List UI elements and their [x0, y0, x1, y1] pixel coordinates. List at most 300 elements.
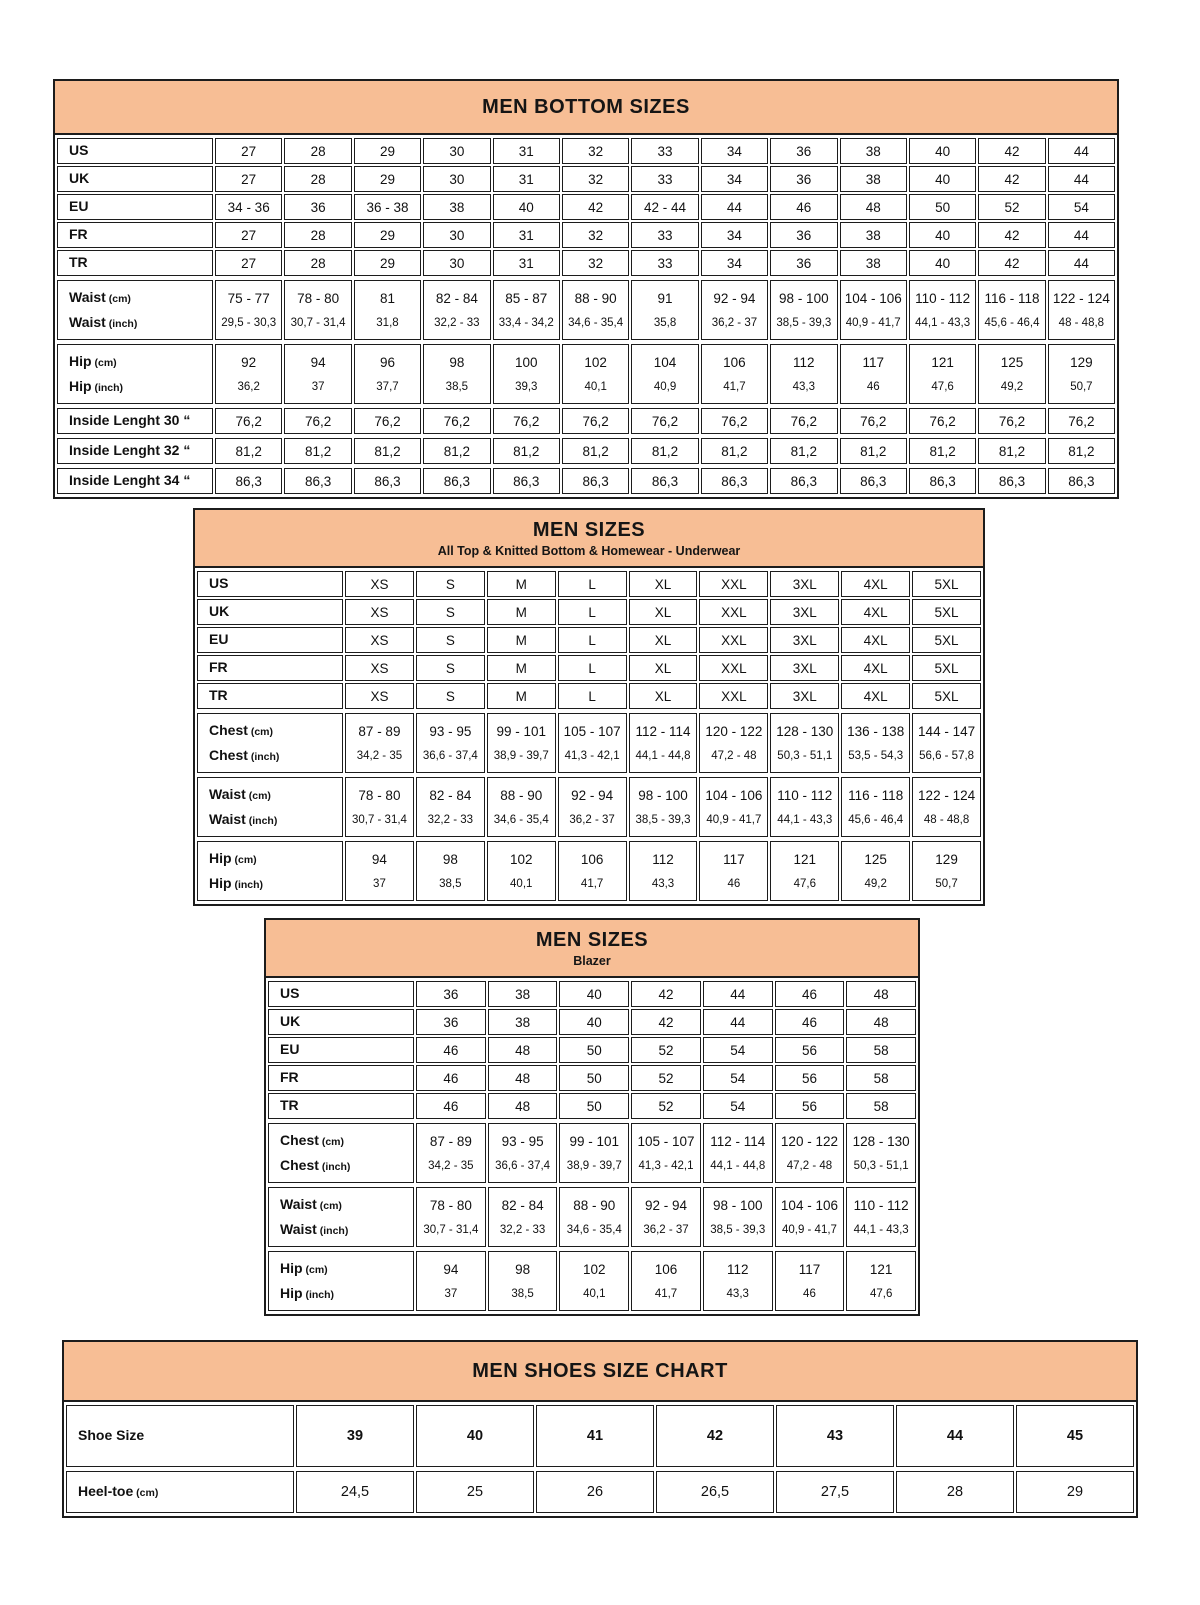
- table-cell: [656, 1471, 774, 1513]
- table-cell: [215, 250, 282, 276]
- row-label: Hip (inch): [69, 377, 124, 394]
- table-cell: [215, 468, 282, 494]
- cell-value: 87 - 89: [358, 724, 401, 740]
- cell-value: 100: [514, 355, 538, 371]
- cell-value: 33: [657, 255, 673, 271]
- cell-value: M: [515, 576, 527, 592]
- cell-value: 41: [586, 1428, 604, 1444]
- table-cell: [416, 655, 485, 681]
- cell-value: 33: [657, 227, 673, 243]
- row-label-cell: [268, 1187, 414, 1247]
- cell-value: 38: [865, 255, 881, 271]
- cell-value: 30: [449, 171, 465, 187]
- row-label: TR: [280, 1097, 299, 1114]
- table-cell: [629, 683, 698, 709]
- table-row: [57, 468, 1115, 494]
- cell-value: 40: [518, 199, 534, 215]
- table-cell: [699, 841, 768, 901]
- cell-value: 34 - 36: [227, 199, 270, 215]
- cell-value: 44: [1073, 171, 1089, 187]
- table-cell: [1048, 280, 1115, 340]
- cell-value: 93 - 95: [429, 724, 472, 740]
- cell-value: XL: [654, 688, 672, 704]
- table-cell: [629, 655, 698, 681]
- table-cell: [775, 1065, 845, 1091]
- row-label-cell: [268, 981, 414, 1007]
- row-label: Chest (cm): [280, 1131, 344, 1148]
- cell-value: 28: [310, 255, 326, 271]
- table-row: [197, 683, 981, 709]
- cell-value: XS: [370, 660, 389, 676]
- cell-value: 31: [518, 255, 534, 271]
- cell-value: 31: [518, 171, 534, 187]
- cell-value: 29: [1066, 1484, 1084, 1500]
- table-title: MEN SIZES: [535, 928, 649, 951]
- table-cell: [354, 438, 421, 464]
- table-cell: [846, 1187, 916, 1247]
- table-cell: [416, 599, 485, 625]
- cell-value: 128 - 130: [852, 1134, 910, 1150]
- cell-value: 98 - 100: [712, 1198, 763, 1214]
- cell-value: 82 - 84: [429, 788, 472, 804]
- cell-value: 116 - 118: [984, 291, 1040, 307]
- cell-value-secondary: 56,6 - 57,8: [919, 749, 975, 762]
- table-cell: [354, 408, 421, 434]
- table-cell: [770, 655, 839, 681]
- cell-value: 98: [515, 1262, 531, 1278]
- cell-value: 112 - 114: [710, 1134, 766, 1150]
- cell-value-secondary: 46: [803, 1287, 816, 1300]
- table-cell: [841, 599, 910, 625]
- cell-value: 42 - 44: [644, 199, 687, 215]
- cell-value: 30: [449, 227, 465, 243]
- cell-value: 48: [873, 986, 889, 1002]
- table-cell: [703, 1251, 773, 1311]
- row-label: UK: [280, 1013, 301, 1030]
- cell-value: XS: [370, 604, 389, 620]
- cell-value: 76,2: [582, 413, 609, 429]
- table-cell: [631, 1037, 701, 1063]
- cell-value: 117: [798, 1262, 821, 1278]
- cell-value-secondary: 40,9 - 41,7: [781, 1223, 837, 1236]
- table-cell: [345, 599, 414, 625]
- cell-value: 81: [379, 291, 395, 307]
- cell-value: L: [588, 576, 596, 592]
- table-cell: [558, 571, 627, 597]
- row-label-cell: [66, 1471, 294, 1513]
- cell-value: 96: [379, 355, 395, 371]
- table-row: [197, 655, 981, 681]
- table-cell: [840, 344, 907, 404]
- row-label: FR: [209, 659, 228, 676]
- cell-value: 85 - 87: [505, 291, 548, 307]
- table-cell: [770, 571, 839, 597]
- men-shoes-size-chart-table: [62, 1340, 1138, 1518]
- table-cell: [423, 438, 490, 464]
- table-cell: [493, 250, 560, 276]
- cell-value: 81,2: [374, 443, 401, 459]
- cell-value: 82 - 84: [435, 291, 478, 307]
- table-cell: [699, 627, 768, 653]
- cell-value-secondary: 50,7: [935, 877, 958, 890]
- cell-value: 81,2: [582, 443, 609, 459]
- table-cell: [558, 777, 627, 837]
- cell-value: 36: [443, 1014, 459, 1030]
- table-row: [57, 166, 1115, 192]
- cell-value-secondary: 47,2 - 48: [786, 1159, 833, 1172]
- cell-value: 46: [801, 986, 817, 1002]
- cell-value: 48: [515, 1098, 531, 1114]
- cell-value: 40: [935, 171, 951, 187]
- table-cell: [846, 1093, 916, 1119]
- cell-value: 3XL: [792, 576, 817, 592]
- cell-value: 88 - 90: [573, 1198, 616, 1214]
- row-label: FR: [69, 226, 88, 243]
- cell-value: 33: [657, 143, 673, 159]
- table-cell: [562, 194, 629, 220]
- cell-value: 36: [796, 255, 812, 271]
- table-cell: [631, 438, 698, 464]
- table-cell: [629, 627, 698, 653]
- row-label: Chest (cm): [209, 721, 273, 738]
- table-cell: [701, 222, 768, 248]
- table-cell: [699, 599, 768, 625]
- cell-value-secondary: 48 - 48,8: [1058, 316, 1105, 329]
- table-cell: [345, 683, 414, 709]
- cell-value: 76,2: [998, 413, 1026, 429]
- cell-value: 44: [1073, 255, 1089, 271]
- cell-value: 5XL: [934, 660, 959, 676]
- row-label-cell: [57, 438, 213, 464]
- cell-value-secondary: 40,1: [584, 380, 607, 393]
- row-label-cell: [57, 250, 213, 276]
- table-cell: [493, 468, 560, 494]
- table-row: [268, 1123, 916, 1183]
- table-cell: [487, 713, 556, 773]
- cell-value: 144 - 147: [918, 724, 976, 740]
- table-cell: [284, 280, 351, 340]
- cell-value: 76,2: [790, 413, 817, 429]
- cell-value: 104: [653, 355, 677, 371]
- cell-value: 120 - 122: [780, 1134, 838, 1150]
- table-body: [266, 978, 918, 1314]
- table-header: [195, 510, 983, 568]
- table-cell: [558, 841, 627, 901]
- cell-value: 106: [580, 852, 604, 868]
- cell-value-secondary: 47,6: [869, 1287, 893, 1300]
- table-cell: [701, 138, 768, 164]
- cell-value-secondary: 41,7: [580, 877, 604, 890]
- cell-value-secondary: 34,2 - 35: [428, 1159, 474, 1172]
- table-cell: [559, 1123, 629, 1183]
- table-cell: [912, 841, 981, 901]
- cell-value: 110 - 112: [915, 291, 971, 307]
- cell-value-secondary: 34,6 - 35,4: [566, 1223, 622, 1236]
- cell-value: 42: [1004, 171, 1020, 187]
- cell-value-secondary: 36,6 - 37,4: [422, 749, 478, 762]
- table-cell: [775, 1037, 845, 1063]
- cell-value: 105 - 107: [563, 724, 621, 740]
- cell-value-secondary: 32,2 - 33: [434, 316, 480, 329]
- table-cell: [559, 1037, 629, 1063]
- table-cell: [493, 280, 560, 340]
- table-cell: [559, 1009, 629, 1035]
- cell-value: 82 - 84: [501, 1198, 544, 1214]
- table-cell: [536, 1471, 654, 1513]
- table-cell: [775, 1009, 845, 1035]
- table-cell: [912, 599, 981, 625]
- cell-value: 34: [726, 227, 742, 243]
- cell-value: 44: [726, 199, 742, 215]
- cell-value-secondary: 46: [866, 380, 880, 393]
- table-cell: [215, 138, 282, 164]
- cell-value: 125: [864, 852, 887, 868]
- table-cell: [703, 1009, 773, 1035]
- cell-value: 81,2: [304, 443, 332, 459]
- table-cell: [416, 1037, 486, 1063]
- table-cell: [416, 1187, 486, 1247]
- table-cell: [909, 344, 976, 404]
- cell-value: 112: [652, 852, 674, 868]
- cell-value: 99 - 101: [569, 1134, 620, 1150]
- table-cell: [284, 344, 351, 404]
- cell-value: 125: [1000, 355, 1024, 371]
- cell-value: 50: [586, 1042, 602, 1058]
- cell-value: 44: [946, 1428, 964, 1444]
- cell-value: 81,2: [860, 443, 887, 459]
- cell-value: 86,3: [513, 473, 540, 489]
- cell-value: 36: [796, 143, 812, 159]
- table-row: [197, 713, 981, 773]
- row-label: Inside Lenght 30 “: [69, 412, 191, 429]
- table-cell: [536, 1405, 654, 1467]
- table-cell: [493, 166, 560, 192]
- cell-value: M: [515, 604, 527, 620]
- table-cell: [770, 713, 839, 773]
- table-row: [57, 408, 1115, 434]
- table-cell: [770, 438, 837, 464]
- table-cell: [703, 1187, 773, 1247]
- cell-value: 136 - 138: [847, 724, 905, 740]
- table-cell: [559, 1065, 629, 1091]
- table-cell: [770, 250, 837, 276]
- cell-value: 45: [1066, 1428, 1084, 1444]
- men-bottom-sizes-table: [53, 79, 1119, 499]
- table-cell: [841, 655, 910, 681]
- table-cell: [416, 1009, 486, 1035]
- cell-value-secondary: 33,4 - 34,2: [498, 316, 554, 329]
- table-cell: [284, 194, 351, 220]
- table-cell: [841, 627, 910, 653]
- cell-value: 5XL: [934, 604, 959, 620]
- cell-value: 117: [723, 852, 745, 868]
- cell-value: 52: [658, 1042, 674, 1058]
- cell-value: 88 - 90: [500, 788, 543, 804]
- cell-value: 38: [515, 1014, 531, 1030]
- table-cell: [631, 1065, 701, 1091]
- table-cell: [423, 222, 490, 248]
- table-cell: [978, 280, 1045, 340]
- table-cell: [215, 194, 282, 220]
- table-row: [268, 1065, 916, 1091]
- table-cell: [284, 222, 351, 248]
- table-cell: [656, 1405, 774, 1467]
- row-label: UK: [69, 170, 90, 187]
- cell-value: 4XL: [863, 576, 888, 592]
- row-label: EU: [280, 1041, 300, 1058]
- cell-value: 122 - 124: [1052, 291, 1110, 307]
- cell-value: 94: [371, 852, 387, 868]
- table-row: [57, 194, 1115, 220]
- table-cell: [562, 468, 629, 494]
- cell-value: 40: [586, 1014, 602, 1030]
- cell-value: S: [445, 576, 455, 592]
- table-cell: [912, 627, 981, 653]
- cell-value: 76,2: [1068, 413, 1095, 429]
- cell-value: 86,3: [998, 473, 1026, 489]
- row-label-cell: [57, 138, 213, 164]
- table-cell: [629, 599, 698, 625]
- table-header: [64, 1342, 1136, 1402]
- table-row: [197, 841, 981, 901]
- cell-value: 116 - 118: [848, 788, 904, 804]
- cell-value: 42: [658, 1014, 674, 1030]
- cell-value: 30: [449, 143, 465, 159]
- cell-value-secondary: 40,9: [653, 380, 677, 393]
- table-cell: [846, 1251, 916, 1311]
- table-body: [55, 135, 1117, 497]
- cell-value-secondary: 31,8: [376, 316, 399, 329]
- row-label-cell: [57, 408, 213, 434]
- table-cell: [631, 1187, 701, 1247]
- table-row: [268, 1251, 916, 1311]
- table-row: [268, 1093, 916, 1119]
- cell-value: 87 - 89: [429, 1134, 472, 1150]
- cell-value: 54: [730, 1042, 746, 1058]
- table-cell: [423, 280, 490, 340]
- cell-value: 3XL: [792, 604, 817, 620]
- cell-value: 86,3: [790, 473, 817, 489]
- table-cell: [841, 713, 910, 773]
- cell-value: 48: [515, 1042, 531, 1058]
- table-cell: [1048, 166, 1115, 192]
- table-cell: [488, 1123, 558, 1183]
- row-label-cell: [197, 627, 343, 653]
- table-cell: [215, 166, 282, 192]
- cell-value: 36: [443, 986, 459, 1002]
- cell-value: 86,3: [651, 473, 679, 489]
- cell-value: 76,2: [860, 413, 887, 429]
- cell-value: 76,2: [235, 413, 262, 429]
- table-cell: [559, 1093, 629, 1119]
- cell-value-secondary: 34,6 - 35,4: [493, 813, 549, 826]
- cell-value: 27: [241, 143, 257, 159]
- table-cell: [1016, 1405, 1134, 1467]
- table-cell: [846, 1123, 916, 1183]
- table-cell: [354, 280, 421, 340]
- cell-value: 76,2: [929, 413, 956, 429]
- row-label-cell: [197, 683, 343, 709]
- cell-value-secondary: 43,3: [651, 877, 675, 890]
- table-cell: [558, 655, 627, 681]
- table-cell: [345, 571, 414, 597]
- cell-value: 4XL: [863, 632, 888, 648]
- cell-value-secondary: 30,7 - 31,4: [423, 1223, 479, 1236]
- cell-value: 50: [586, 1070, 602, 1086]
- cell-value-secondary: 44,1 - 43,3: [915, 316, 971, 329]
- table-row: [57, 280, 1115, 340]
- table-cell: [284, 166, 351, 192]
- table-cell: [631, 250, 698, 276]
- cell-value: 128 - 130: [776, 724, 834, 740]
- cell-value: 48: [865, 199, 881, 215]
- cell-value: XXL: [721, 604, 747, 620]
- table-cell: [1048, 222, 1115, 248]
- cell-value-secondary: 38,5: [439, 877, 462, 890]
- table-cell: [775, 1251, 845, 1311]
- table-cell: [493, 194, 560, 220]
- table-cell: [841, 683, 910, 709]
- table-cell: [416, 1405, 534, 1467]
- cell-value: 34: [726, 171, 742, 187]
- table-cell: [558, 627, 627, 653]
- table-cell: [416, 1065, 486, 1091]
- table-subtitle: All Top & Knitted Bottom & Homewear - Underwear: [437, 543, 741, 558]
- table-cell: [896, 1405, 1014, 1467]
- cell-value-secondary: 50,3 - 51,1: [777, 749, 833, 762]
- cell-value-secondary: 44,1 - 43,3: [853, 1223, 909, 1236]
- table-cell: [841, 777, 910, 837]
- cell-value: 56: [801, 1042, 817, 1058]
- cell-value: 50: [586, 1098, 602, 1114]
- table-cell: [699, 713, 768, 773]
- cell-value: XXL: [721, 688, 747, 704]
- table-cell: [215, 438, 282, 464]
- row-label-cell: [66, 1405, 294, 1467]
- cell-value: 46: [443, 1098, 459, 1114]
- cell-value: 40: [935, 143, 951, 159]
- cell-value: 29: [379, 227, 395, 243]
- table-cell: [840, 138, 907, 164]
- cell-value: 5XL: [934, 688, 959, 704]
- cell-value: M: [515, 632, 527, 648]
- row-label: TR: [209, 687, 228, 704]
- table-cell: [284, 138, 351, 164]
- cell-value: 31: [518, 227, 534, 243]
- table-cell: [846, 1065, 916, 1091]
- cell-value: 24,5: [340, 1484, 370, 1500]
- cell-value: L: [588, 660, 596, 676]
- table-cell: [488, 1187, 558, 1247]
- table-cell: [912, 655, 981, 681]
- table-row: [268, 981, 916, 1007]
- cell-value: 91: [657, 291, 673, 307]
- row-label: US: [209, 575, 229, 592]
- row-label: US: [69, 142, 89, 159]
- cell-value: 88 - 90: [574, 291, 617, 307]
- table-title: MEN SIZES: [532, 518, 646, 541]
- cell-value: 110 - 112: [777, 788, 833, 804]
- cell-value: 50: [935, 199, 951, 215]
- cell-value: L: [588, 604, 596, 620]
- cell-value: 129: [1070, 355, 1093, 371]
- table-cell: [345, 713, 414, 773]
- cell-value: S: [445, 604, 455, 620]
- table-header: [266, 920, 918, 978]
- table-cell: [775, 1123, 845, 1183]
- table-cell: [416, 981, 486, 1007]
- table-cell: [354, 344, 421, 404]
